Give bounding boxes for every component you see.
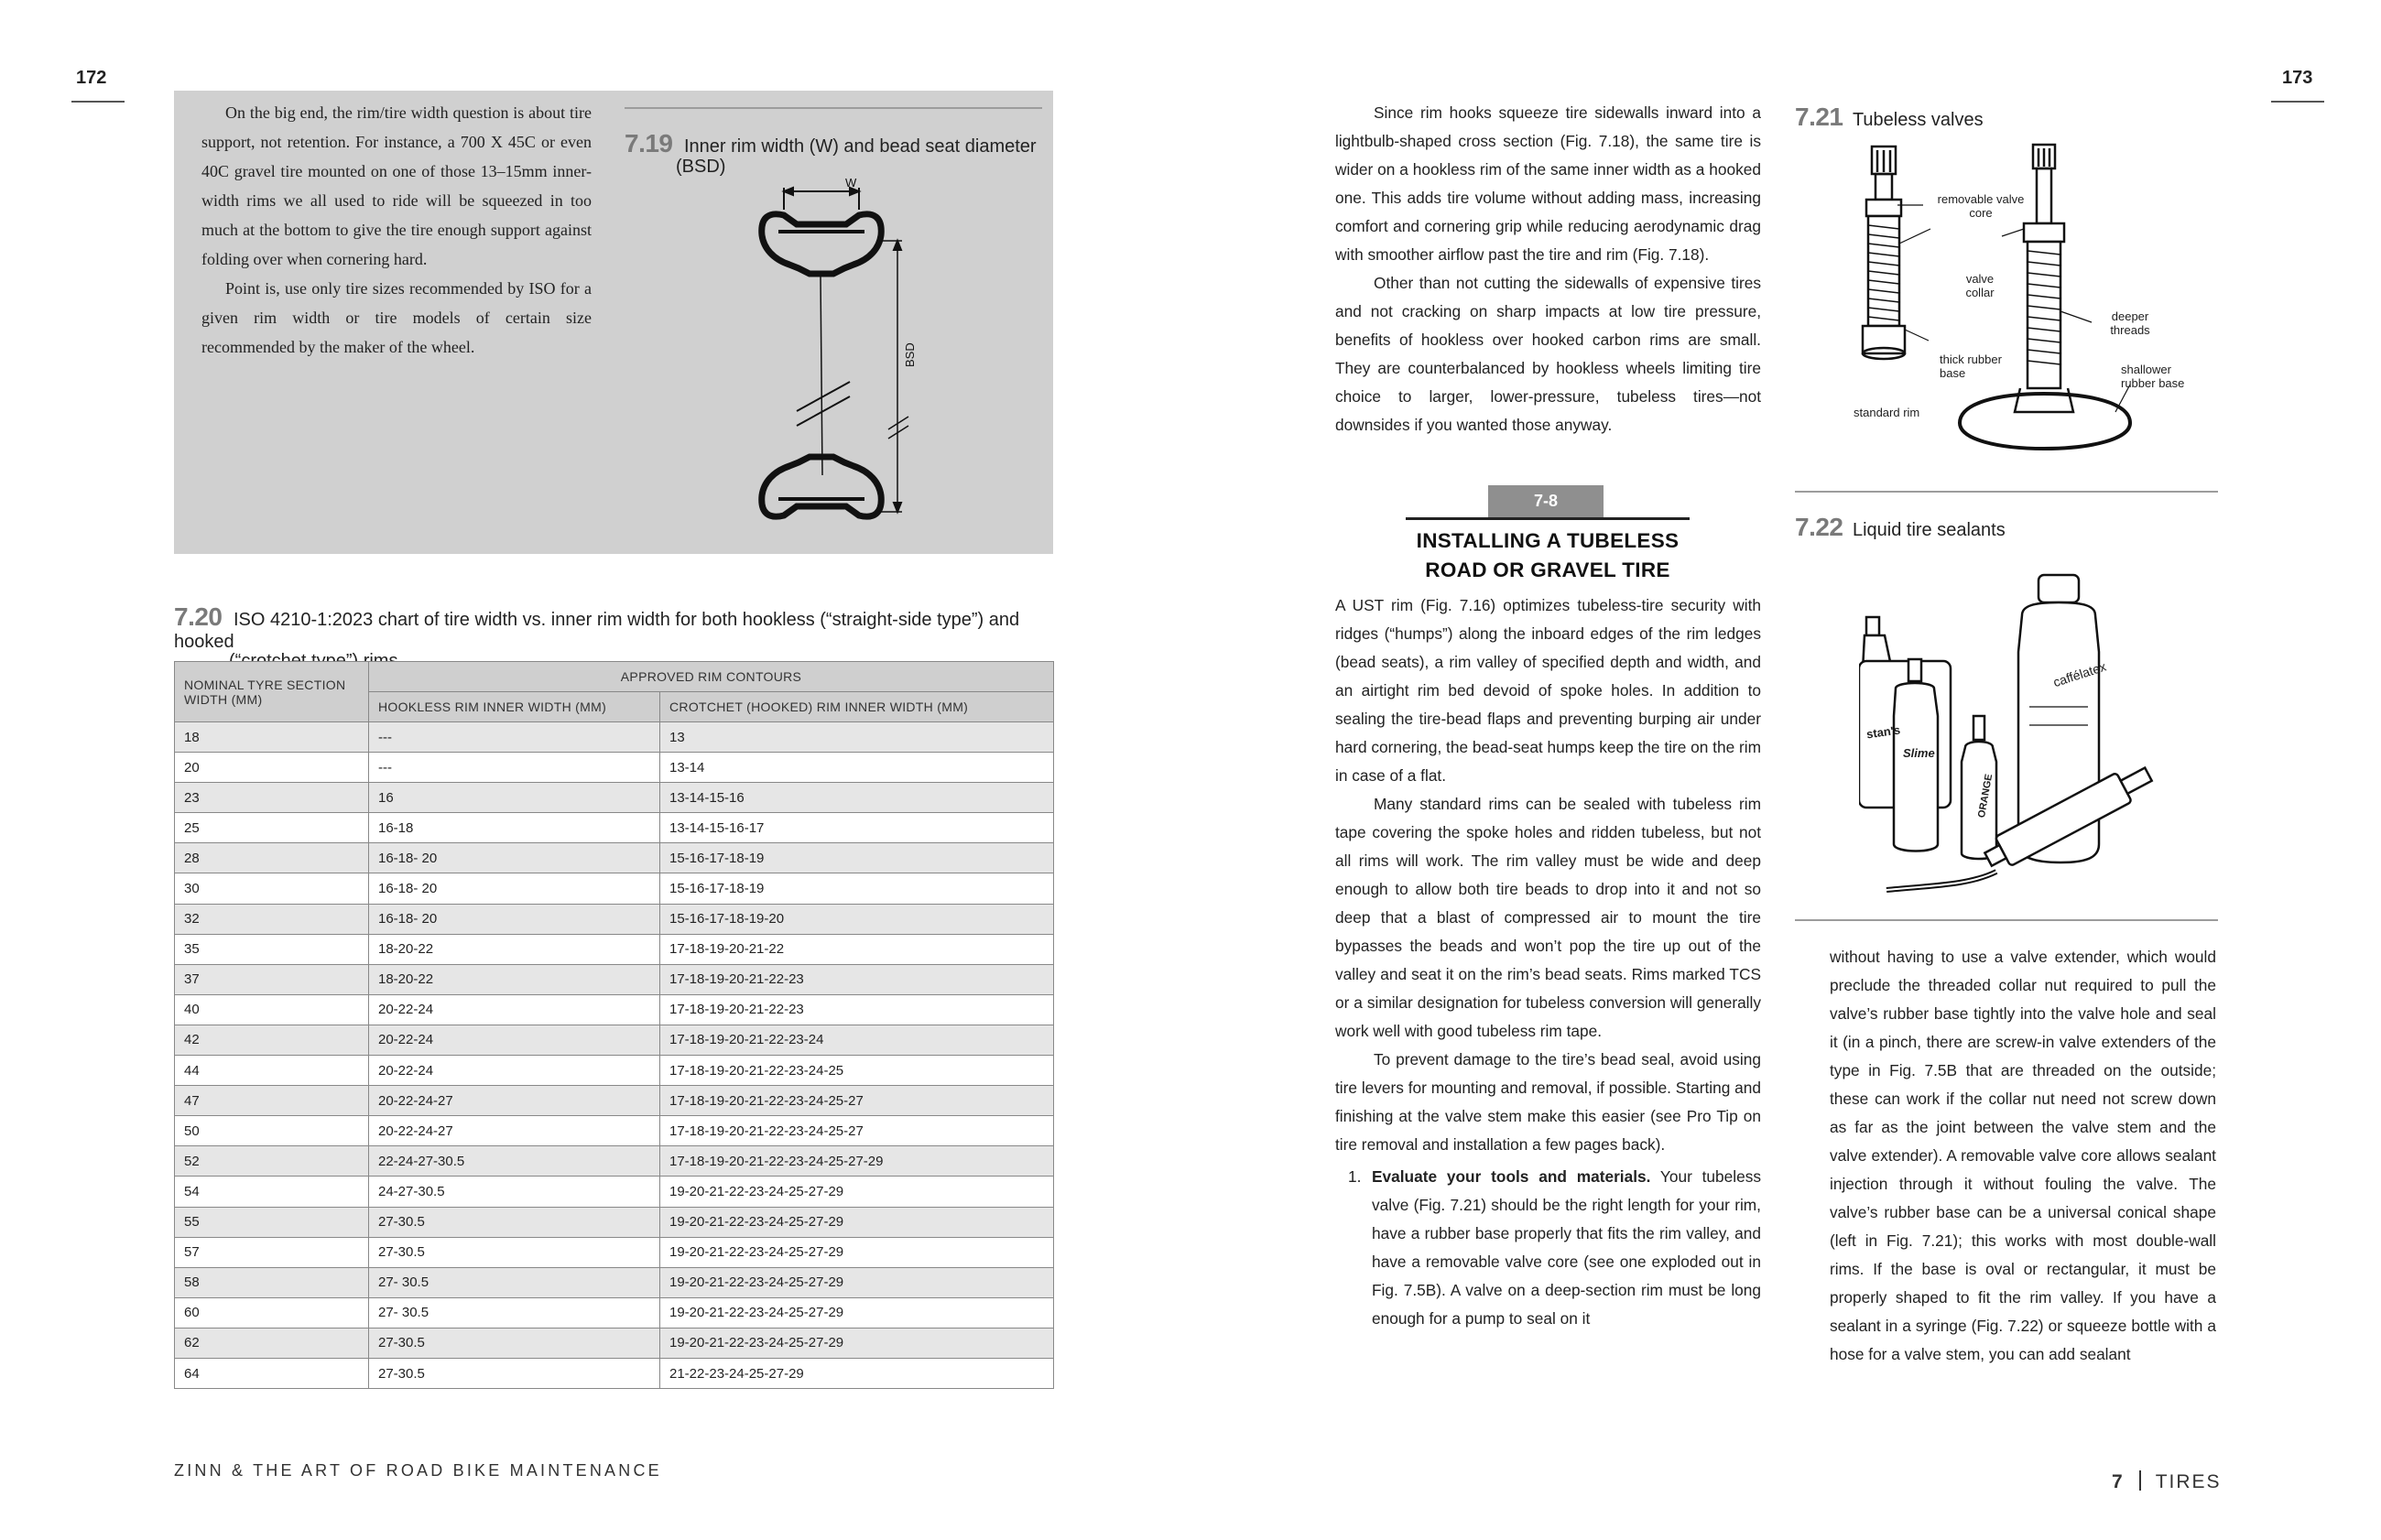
- header-text: NOMINAL TYRE SECTION: [184, 677, 346, 692]
- cell-hooked-width: 17-18-19-20-21-22-23-24-25-27: [660, 1116, 1054, 1146]
- right-page-number: 173: [2282, 68, 2313, 88]
- left-page-number: 172: [76, 68, 107, 88]
- cell-hooked-width: 19-20-21-22-23-24-25-27-29: [660, 1177, 1054, 1207]
- cell-hooked-width: 13-14: [660, 753, 1054, 783]
- cell-hooked-width: 15-16-17-18-19: [660, 873, 1054, 904]
- cell-hookless-width: 27- 30.5: [369, 1297, 660, 1328]
- label-thick-rubber-base: thick rubber base: [1940, 352, 2002, 380]
- table-row: [175, 1267, 1054, 1297]
- cell-hookless-width: 27-30.5: [369, 1237, 660, 1267]
- table-row: [175, 1177, 1054, 1207]
- sidebar-paragraph: Point is, use only tire sizes recommended by ISO for a given rim width or tire models of certain size recommended by the maker of the wheel.: [201, 279, 592, 356]
- header-text: WIDTH (MM): [184, 691, 263, 707]
- cell-hookless-width: ---: [369, 753, 660, 783]
- sidebar-box: [174, 91, 1053, 554]
- cell-hooked-width: 15-16-17-18-19-20: [660, 904, 1054, 934]
- cell-hooked-width: 19-20-21-22-23-24-25-27-29: [660, 1237, 1054, 1267]
- table-row: [175, 904, 1054, 934]
- step-number: 1.: [1348, 1167, 1362, 1186]
- body-paragraph: Many standard rims can be sealed with tubeless rim tape covering the spoke holes and ridden tubeless, but not all rims will work. The rim valley must be wide and deep enough to allow both tire beads to drop into it and not so deep that a blast of compressed air to mount the tire bypasses the beads and won’t pop the tire up out of the valley and seat it on the rim’s bead seats. Rims marked TCS or a similar designation for tubeless conversion will generally work well with good tubeless rim tape.: [1335, 795, 1761, 1040]
- table-row: [175, 1237, 1054, 1267]
- cell-tyre-width: 28: [175, 843, 369, 873]
- cell-tyre-width: 35: [175, 934, 369, 964]
- body-paragraph: Other than not cutting the sidewalls of expensive tires and not cracking on sharp impacts at low tire pressure, benefits of hookless over hooked carbon rims are small. They are counterbalanced by hookless wheels limiting tire choice to larger, lower-pressure, tubeless tires—not downsides if you wanted those anyway.: [1335, 274, 1761, 434]
- label-w: W: [845, 176, 857, 190]
- cell-tyre-width: 52: [175, 1146, 369, 1177]
- table-row: [175, 753, 1054, 783]
- cell-hooked-width: 17-18-19-20-21-22-23: [660, 964, 1054, 994]
- label-shallower-rubber-base: shallower rubber base: [2121, 363, 2185, 390]
- cell-tyre-width: 20: [175, 753, 369, 783]
- cell-hooked-width: 17-18-19-20-21-22-23: [660, 994, 1054, 1025]
- label-caffelatex: caffélatex: [2051, 658, 2108, 690]
- table-row: [175, 1358, 1054, 1388]
- table-row: [175, 1025, 1054, 1055]
- section-title: [1364, 526, 1731, 585]
- right-col2-bottom-text: [1830, 943, 2216, 1369]
- cell-hooked-width: 19-20-21-22-23-24-25-27-29: [660, 1297, 1054, 1328]
- tire-sealants-illustration: [1859, 569, 2161, 908]
- label-stans: stan's: [1865, 722, 1901, 742]
- table-row: [175, 722, 1054, 753]
- cell-hookless-width: 16: [369, 783, 660, 813]
- body-paragraph: without having to use a valve extender, which would preclude the threaded collar nut required to pull the valve’s rubber base tightly into the valve hole and seal it (in a pinch, there are screw-in valve extenders of the type in Fig. 7.5B that are threaded on the outside; these can work if the collar nut need not screw down as far as the joint between the valve stem and the valve extender). A removable valve core allows sealant injection through it without fouling the valve. The valve’s rubber base can be a universal conical shape (left in Fig. 7.21); this works with most double-wall rims. If the base is oval or rectangular, it must be properly shaped to fit the rim valley. If you have a sealant in a syringe (Fig. 7.22) or squeeze bottle with a hose for a valve stem, you can add sealant: [1830, 948, 2216, 1363]
- table-row: [175, 1297, 1054, 1328]
- sidebar-text: [201, 98, 592, 362]
- cell-tyre-width: 64: [175, 1358, 369, 1388]
- cell-tyre-width: 25: [175, 813, 369, 843]
- body-paragraph: A UST rim (Fig. 7.16) optimizes tubeless-tire security with ridges (“humps”) along the inboard edges of the rim ledges (bead seats), a rim valley of specified depth and width, and an airtight rim bed devoid of spoke holes. In addition to sealing the tire-bead flaps and preventing burping air under hard cornering, the bead-seat humps keep the tire on the rim in case of a flat.: [1335, 596, 1761, 785]
- figure-caption-cont: (BSD): [676, 157, 726, 177]
- cell-hookless-width: 27-30.5: [369, 1358, 660, 1388]
- step-heading: Evaluate your tools and materials.: [1372, 1167, 1651, 1186]
- cell-tyre-width: 55: [175, 1207, 369, 1237]
- label-standard-rim: standard rim: [1854, 406, 1920, 419]
- cell-tyre-width: 37: [175, 964, 369, 994]
- table-row: [175, 934, 1054, 964]
- cell-hookless-width: 24-27-30.5: [369, 1177, 660, 1207]
- table-header-hookless: HOOKLESS RIM INNER WIDTH (MM): [369, 692, 660, 722]
- cell-hookless-width: 20-22-24-27: [369, 1116, 660, 1146]
- figure-number: 7.21: [1795, 103, 1843, 131]
- figure-caption: Tubeless valves: [1852, 110, 1984, 130]
- cell-hookless-width: 20-22-24: [369, 1056, 660, 1086]
- figure-caption: Liquid tire sealants: [1852, 520, 2006, 540]
- cell-hookless-width: 16-18- 20: [369, 904, 660, 934]
- chapter-number: 7: [2112, 1471, 2125, 1492]
- footer-divider: [2139, 1470, 2141, 1491]
- step-1: [1335, 1163, 1761, 1333]
- cell-hookless-width: 27-30.5: [369, 1328, 660, 1358]
- body-paragraph: Since rim hooks squeeze tire sidewalls inward into a lightbulb-shaped cross section (Fig. 7.18), the same tire is wider on a hookless rim of the same inner width as a hooked one. This adds tire volume without adding mass, increasing comfort and cornering grip while reducing aerodynamic drag with smoother airflow past the tire and rim (Fig. 7.18).: [1335, 103, 1761, 264]
- cell-tyre-width: 50: [175, 1116, 369, 1146]
- figure-number: 7.20: [174, 602, 223, 631]
- table-row: [175, 1056, 1054, 1086]
- table-row: [175, 1146, 1054, 1177]
- right-col1-bottom-text: [1335, 591, 1761, 1333]
- table-header-group: APPROVED RIM CONTOURS: [369, 662, 1054, 692]
- figure-caption: ISO 4210-1:2023 chart of tire width vs. inner rim width for both hookless (“straight-side type”) and hooked: [174, 610, 1020, 652]
- figure-caption: Inner rim width (W) and bead seat diameter: [683, 136, 1037, 157]
- left-page-number-rule: [71, 101, 125, 103]
- sidebar-paragraph: On the big end, the rim/tire width question is about tire support, not retention. For instance, a 700 X 45C or even 40C gravel tire mounted on one of those 13–15mm inner-width rims we all used to ride will be squeezed in too much at the bottom to give the tire enough support against folding over when cornering hard.: [201, 103, 592, 268]
- cell-tyre-width: 57: [175, 1237, 369, 1267]
- cell-hookless-width: 20-22-24: [369, 994, 660, 1025]
- cell-hooked-width: 17-18-19-20-21-22-23-24-25: [660, 1056, 1054, 1086]
- figure-7-21-caption: [1795, 103, 1984, 132]
- rim-cross-section-diagram: [742, 164, 1044, 548]
- section-title-line: ROAD OR GRAVEL TIRE: [1425, 559, 1670, 581]
- cell-hookless-width: ---: [369, 722, 660, 753]
- chapter-footer: [2112, 1470, 2222, 1493]
- section-tag: 7-8: [1488, 485, 1604, 517]
- figure-number: 7.22: [1795, 513, 1843, 541]
- section-title-line: INSTALLING A TUBELESS: [1416, 529, 1680, 552]
- cell-hookless-width: 16-18- 20: [369, 843, 660, 873]
- book-title-footer: ZINN & THE ART OF ROAD BIKE MAINTENANCE: [174, 1461, 662, 1480]
- table-body: [175, 722, 1054, 1389]
- figure-rule: [625, 107, 1042, 109]
- table-row: [175, 783, 1054, 813]
- cell-tyre-width: 62: [175, 1328, 369, 1358]
- cell-hookless-width: 18-20-22: [369, 964, 660, 994]
- cell-hooked-width: 17-18-19-20-21-22: [660, 934, 1054, 964]
- tire-width-table: [174, 661, 1054, 1389]
- table-row: [175, 964, 1054, 994]
- cell-hooked-width: 17-18-19-20-21-22-23-24: [660, 1025, 1054, 1055]
- cell-tyre-width: 44: [175, 1056, 369, 1086]
- cell-tyre-width: 47: [175, 1086, 369, 1116]
- section-rule: [1406, 517, 1690, 520]
- table-row: [175, 1116, 1054, 1146]
- cell-hooked-width: 13-14-15-16: [660, 783, 1054, 813]
- label-valve-collar: valve collar: [1965, 272, 1995, 299]
- chapter-title: TIRES: [2155, 1471, 2222, 1492]
- cell-hookless-width: 27-30.5: [369, 1207, 660, 1237]
- cell-tyre-width: 42: [175, 1025, 369, 1055]
- cell-hookless-width: 20-22-24: [369, 1025, 660, 1055]
- step-text: Your tubeless valve (Fig. 7.21) should be the right length for your rim, have a rubber base properly that fits the rim valley, and have a removable valve core (see one exploded out in Fig. 7.5B). A valve on a deep-section rim must be long enough for a pump to seal on it: [1372, 1167, 1761, 1328]
- cell-tyre-width: 18: [175, 722, 369, 753]
- table-row: [175, 873, 1054, 904]
- figure-7-22-caption: [1795, 513, 2006, 542]
- table-row: [175, 843, 1054, 873]
- cell-hooked-width: 17-18-19-20-21-22-23-24-25-27: [660, 1086, 1054, 1116]
- cell-hooked-width: 13: [660, 722, 1054, 753]
- cell-hookless-width: 16-18- 20: [369, 873, 660, 904]
- cell-hookless-width: 27- 30.5: [369, 1267, 660, 1297]
- cell-hooked-width: 17-18-19-20-21-22-23-24-25-27-29: [660, 1146, 1054, 1177]
- figure-rule: [1795, 491, 2218, 493]
- table-row: [175, 1086, 1054, 1116]
- cell-tyre-width: 58: [175, 1267, 369, 1297]
- table-row: [175, 813, 1054, 843]
- table-header-tyre-width: [175, 662, 369, 722]
- cell-tyre-width: 23: [175, 783, 369, 813]
- right-page-number-rule: [2271, 101, 2324, 103]
- figure-rule: [1795, 919, 2218, 921]
- cell-hooked-width: 19-20-21-22-23-24-25-27-29: [660, 1207, 1054, 1237]
- cell-tyre-width: 30: [175, 873, 369, 904]
- label-orange: ORANGE: [1976, 773, 1995, 819]
- cell-hooked-width: 13-14-15-16-17: [660, 813, 1054, 843]
- table-row: [175, 1207, 1054, 1237]
- cell-hookless-width: 16-18: [369, 813, 660, 843]
- label-removable-valve-core: removable valve core: [1937, 192, 2025, 220]
- table-row: [175, 994, 1054, 1025]
- cell-hooked-width: 15-16-17-18-19: [660, 843, 1054, 873]
- right-col1-top-text: [1335, 99, 1761, 439]
- table-header-hooked: CROTCHET (HOOKED) RIM INNER WIDTH (MM): [660, 692, 1054, 722]
- cell-hooked-width: 19-20-21-22-23-24-25-27-29: [660, 1328, 1054, 1358]
- label-bsd: BSD: [903, 342, 917, 367]
- cell-hooked-width: 19-20-21-22-23-24-25-27-29: [660, 1267, 1054, 1297]
- cell-hookless-width: 18-20-22: [369, 934, 660, 964]
- label-deeper-threads: deeper threads: [2110, 309, 2150, 337]
- label-slime: Slime: [1903, 746, 1935, 760]
- cell-tyre-width: 54: [175, 1177, 369, 1207]
- cell-tyre-width: 40: [175, 994, 369, 1025]
- body-paragraph: To prevent damage to the tire’s bead seal, avoid using tire levers for mounting and removal, if possible. Starting and finishing at the valve stem make this easier (see Pro Tip on tire removal and installation a few pages back).: [1335, 1050, 1761, 1154]
- figure-number: 7.19: [625, 129, 673, 157]
- cell-hookless-width: 22-24-27-30.5: [369, 1146, 660, 1177]
- cell-tyre-width: 60: [175, 1297, 369, 1328]
- table-row: [175, 1328, 1054, 1358]
- cell-tyre-width: 32: [175, 904, 369, 934]
- cell-hookless-width: 20-22-24-27: [369, 1086, 660, 1116]
- cell-hooked-width: 21-22-23-24-25-27-29: [660, 1358, 1054, 1388]
